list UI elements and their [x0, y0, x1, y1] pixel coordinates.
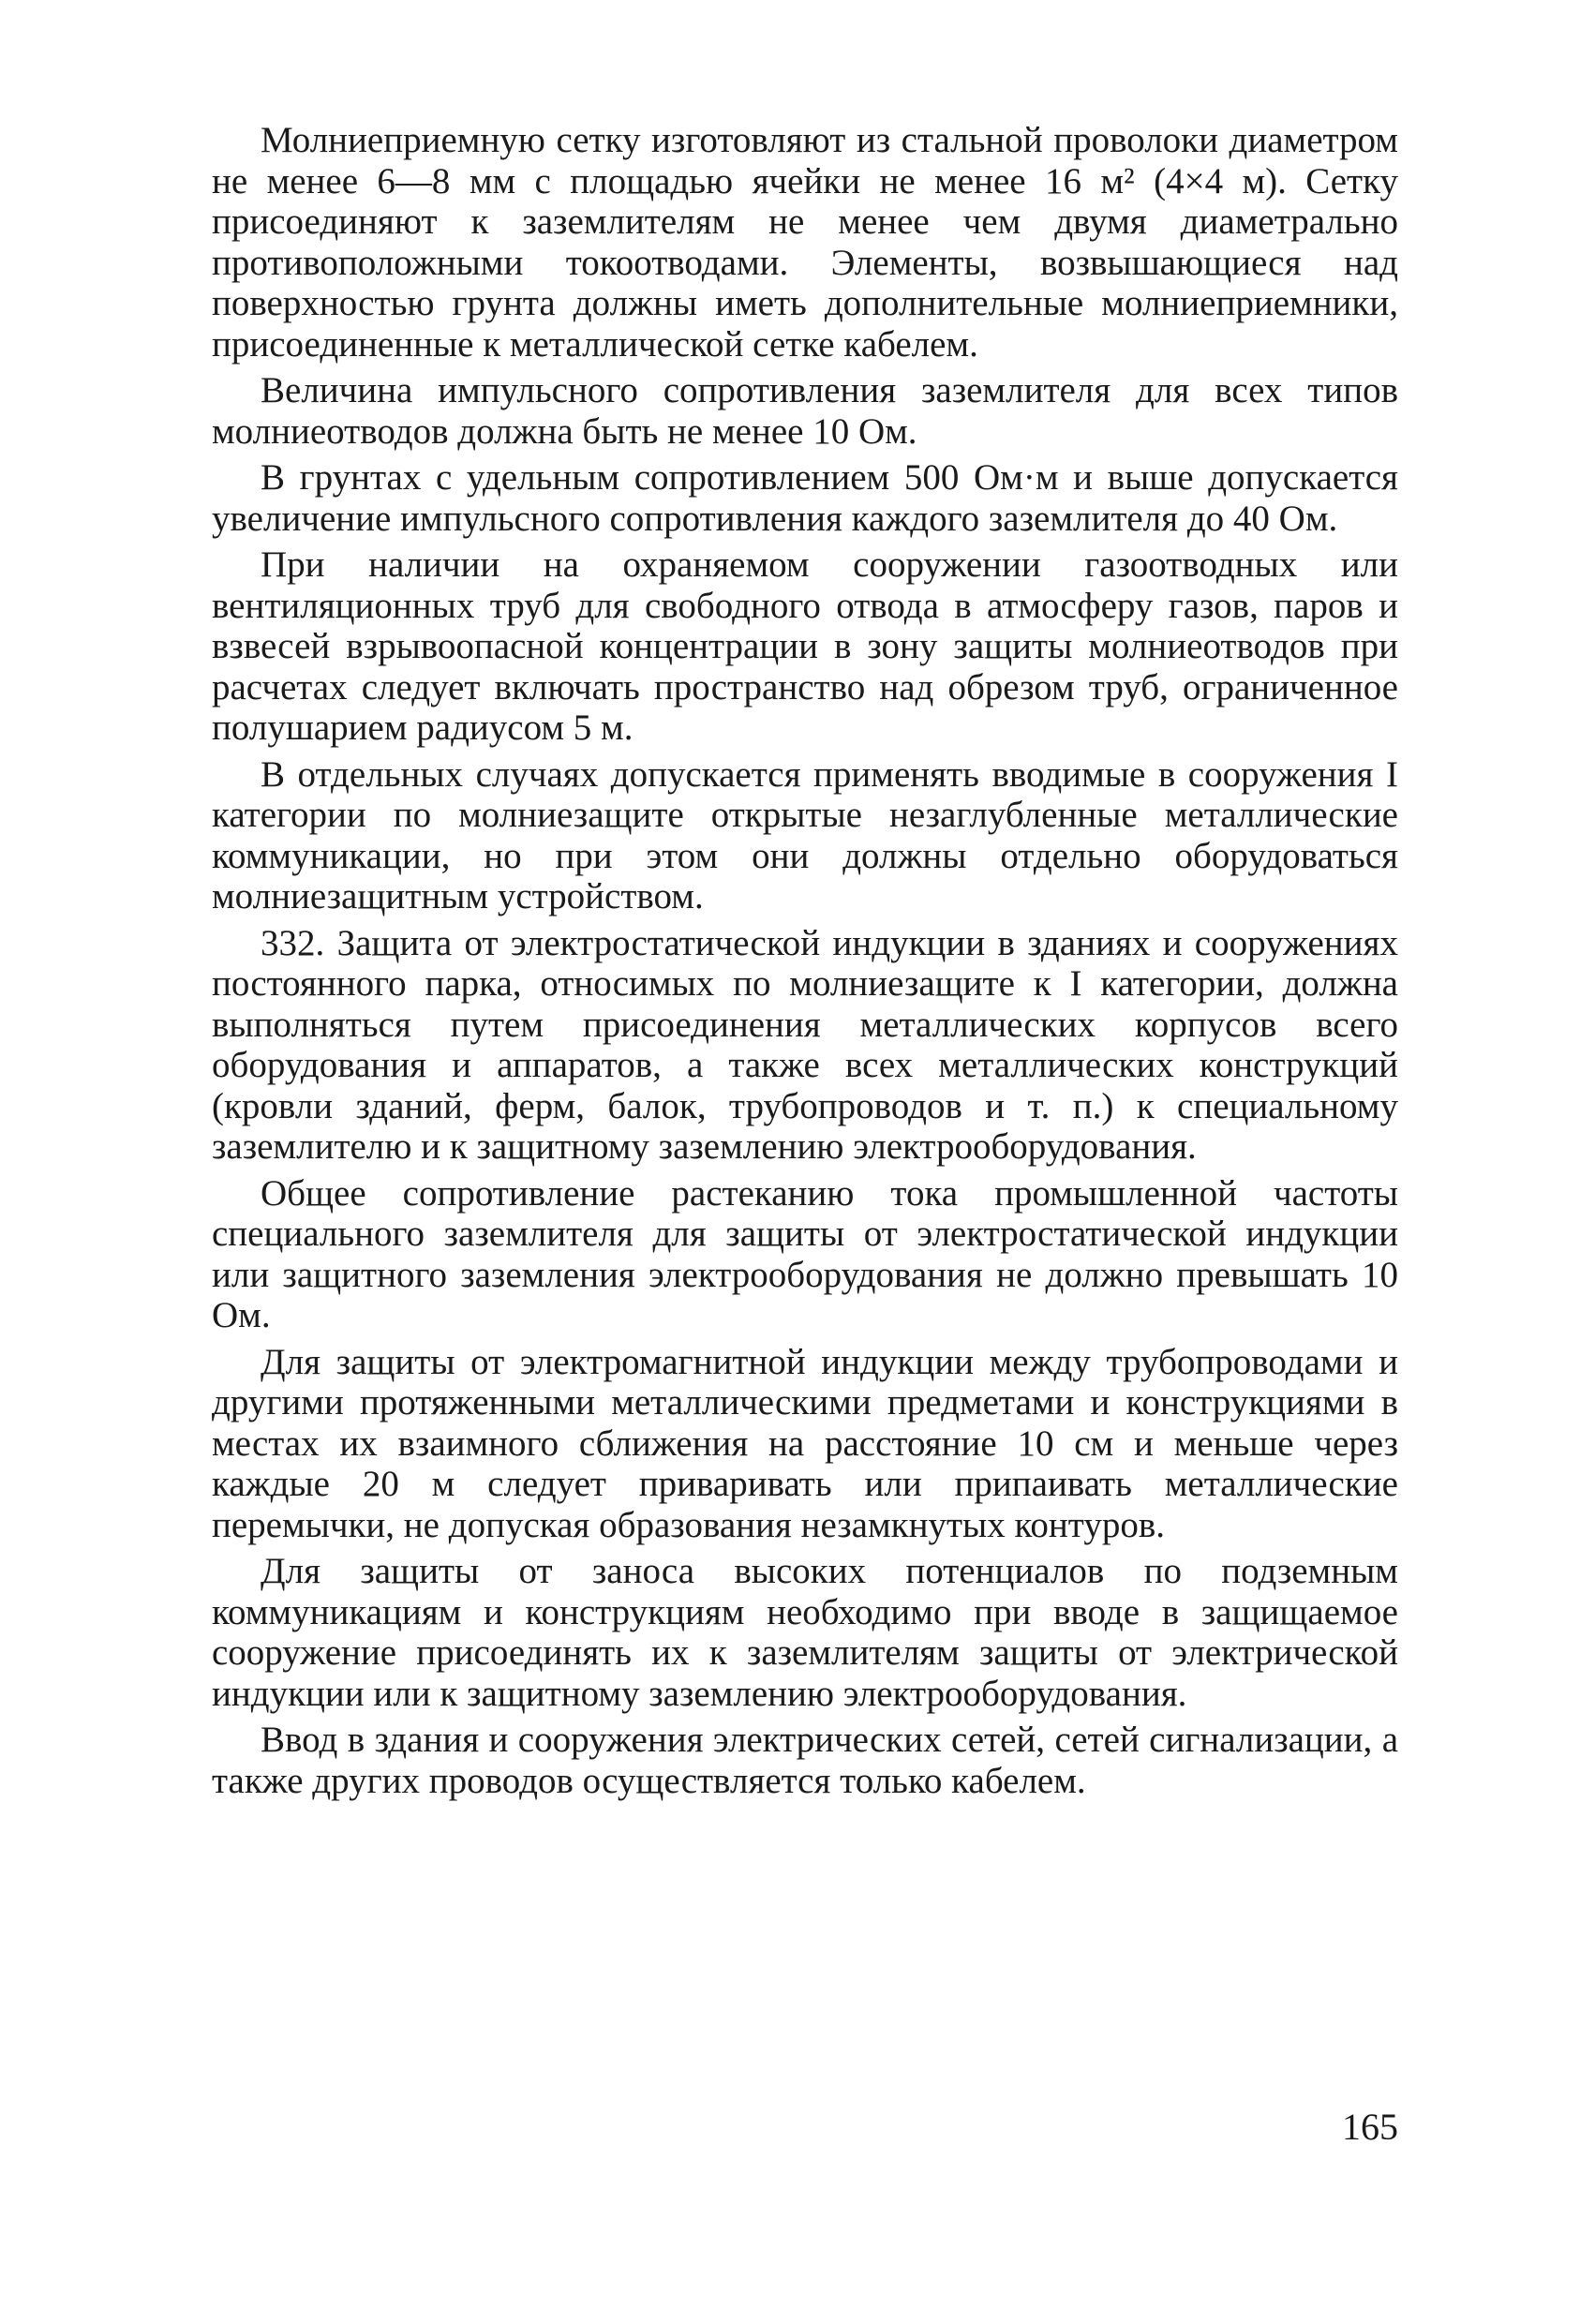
paragraph-lightning-mesh: Молниеприемную сетку изготовляют из стальной проволоки диаметром не менее 6—8 мм с площадью ячейки не менее 16 м² (4×4 м). Сетку присоединяют к заземлителям не менее чем двумя диаметрально противоположными токоотводами. Элементы, возвышающиеся над поверхностью грунта должны иметь дополнительные молниеприемники, присоединенные к металлической сетке кабелем. [212, 120, 1398, 365]
paragraph-vent-pipes: При наличии на охраняемом сооружении газоотводных или вентиляционных труб для свободного отвода в атмосферу газов, паров и взвесей взрывоопасной концентрации в зону защиты молниеотводов при расчетах следует включать пространство над обрезом труб, ограниченное полушарием радиусом 5 м. [212, 544, 1398, 748]
paragraph-open-communications: В отдельных случаях допускается применять вводимые в сооружения I категории по молниезащите открытые незаглубленные металлические коммуникации, но при этом они должны отдельно оборудоваться молниезащитным устройством. [212, 753, 1398, 916]
paragraph-high-potentials: Для защиты от заноса высоких потенциалов по подземным коммуникациям и конструкциям необходимо при вводе в защищаемое сооружение присоединять их к заземлителям защиты от электрической индукции или к защитному заземлению электрооборудования. [212, 1551, 1398, 1714]
paragraph-electromagnetic-induction: Для защиты от электромагнитной индукции между трубопроводами и другими протяженными металлическими предметами и конструкциями в местах их взаимного сближения на расстояние 10 см и меньше через каждые 20 м следует приваривать или припаивать металлические перемычки, не допуская образования незамкнутых контуров. [212, 1341, 1398, 1545]
paragraph-soil-resistivity: В грунтах с удельным сопротивлением 500 Ом·м и выше допускается увеличение импульсного сопротивления каждого заземлителя до 40 Ом. [212, 457, 1398, 539]
paragraph-impulse-resistance: Величина импульсного сопротивления заземлителя для всех типов молниеотводов должна быть не менее 10 Ом. [212, 370, 1398, 452]
paragraph-section-332: 332. Защита от электростатической индукции в зданиях и сооружениях постоянного парка, относимых по молниезащите к I категории, должна выполняться путем присоединения металлических корпусов всего оборудования и аппаратов, а также всех металлических конструкций (кровли зданий, ферм, балок, трубопроводов и т. п.) к специальному заземлителю и к защитному заземлению электрооборудования. [212, 922, 1398, 1167]
paragraph-total-resistance: Общее сопротивление растеканию тока промышленной частоты специального заземлителя для защиты от электростатической индукции или защитного заземления электрооборудования не должно превышать 10 Ом. [212, 1172, 1398, 1335]
page-body [212, 120, 1398, 1807]
page-number: 165 [1342, 2106, 1398, 2148]
paragraph-cable-entry: Ввод в здания и сооружения электрических сетей, сетей сигнализации, а также других проводов осуществляется только кабелем. [212, 1720, 1398, 1801]
